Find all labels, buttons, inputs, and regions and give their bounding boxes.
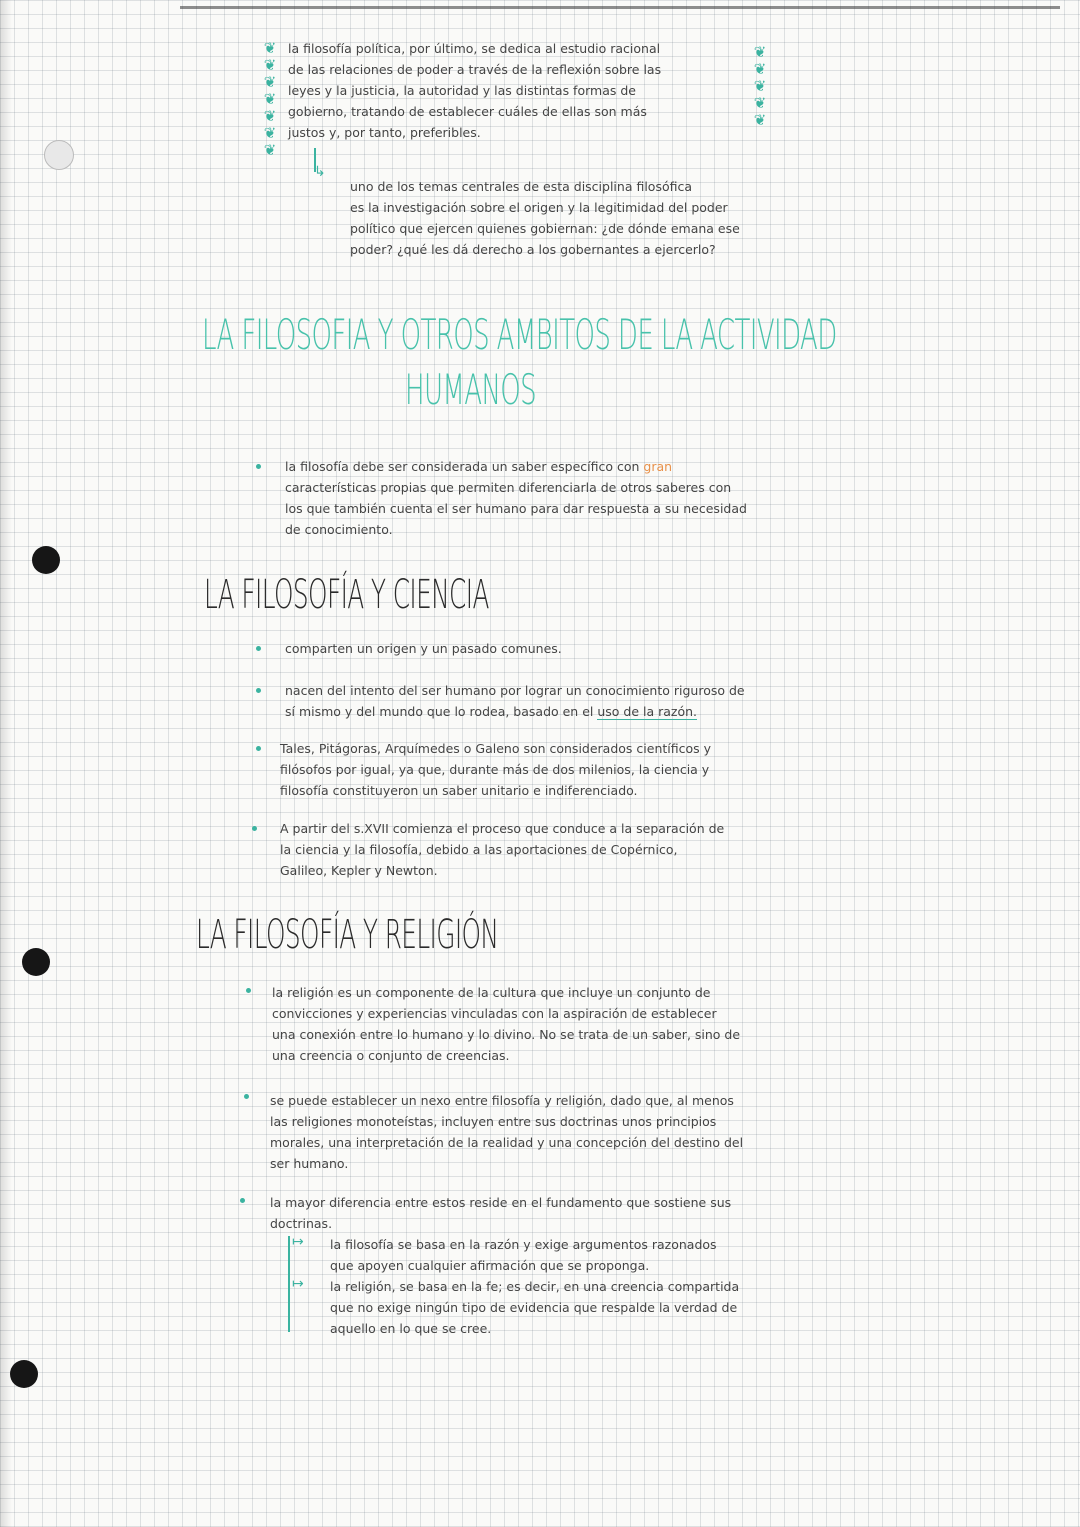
vine-decoration-left: ❦ ❦ ❦ ❦ ❦ ❦ ❦ <box>263 39 277 159</box>
text-line: Tales, Pitágoras, Arquímedes o Galeno son considerados científicos y <box>280 741 712 756</box>
text-line: político que ejercen quienes gobiernan: ¿de dónde emana ese <box>350 221 740 236</box>
text-line: una creencia o conjunto de creencias. <box>272 1048 510 1063</box>
text-line: las religiones monoteístas, incluyen entre sus doctrinas unos principios <box>270 1114 717 1129</box>
text-line: poder? ¿qué les dá derecho a los gobernantes a ejercerlo? <box>350 242 716 257</box>
vine-decoration-right: ❦ ❦ ❦ ❦ ❦ <box>753 43 767 129</box>
text-line: morales, una interpretación de la realidad y una concepción del destino del <box>270 1135 744 1150</box>
binder-hole <box>10 1360 38 1388</box>
text-line: de conocimiento. <box>285 522 393 537</box>
text-line: nacen del intento del ser humano por lograr un conocimiento riguroso de <box>285 683 745 698</box>
section-heading-religion: LA FILOSOFÍA Y RELIGIÓN <box>196 912 499 958</box>
text-line: la filosofía se basa en la razón y exige argumentos razonados <box>330 1237 717 1252</box>
underlined-phrase: uso de la razón. <box>597 704 698 719</box>
arrow-icon: ↦ <box>292 1234 304 1250</box>
bullet-icon <box>256 464 261 469</box>
sub-point-religion <box>330 1276 820 1339</box>
text-line: leyes y la justicia, la autoridad y las distintas formas de <box>288 83 636 98</box>
ciencia-bullet-2 <box>285 680 815 722</box>
text-line: que no exige ningún tipo de evidencia que respalde la verdad de <box>330 1300 738 1315</box>
text-line: filosofía constituyeron un saber unitario e indiferenciado. <box>280 783 638 798</box>
text-line: la filosofía política, por último, se dedica al estudio racional <box>288 41 661 56</box>
text-line: filósofos por igual, ya que, durante más de dos milenios, la ciencia y <box>280 762 710 777</box>
sub-point-filosofia <box>330 1234 820 1276</box>
text-line: convicciones y experiencias vinculadas con la aspiración de establecer <box>272 1006 717 1021</box>
text-line: la religión es un componente de la cultura que incluye un conjunto de <box>272 985 711 1000</box>
main-bullet-text <box>285 456 815 540</box>
bullet-icon <box>244 1094 249 1099</box>
section-heading-ciencia: LA FILOSOFÍA Y CIENCIA <box>204 572 489 618</box>
text-line: la ciencia y la filosofía, debido a las aportaciones de Copérnico, <box>280 842 678 857</box>
binder-hole <box>32 546 60 574</box>
ciencia-bullet-4 <box>280 818 820 881</box>
religion-bullet-1 <box>272 982 817 1066</box>
bullet-icon <box>256 646 261 651</box>
intro-paragraph <box>288 38 748 143</box>
arrow-icon: ↦ <box>292 1276 304 1292</box>
text-line: uno de los temas centrales de esta disciplina filosófica <box>350 179 693 194</box>
binder-hole <box>22 948 50 976</box>
text-line: sí mismo y del mundo que lo rodea, basado en el <box>285 704 598 719</box>
text-line: los que también cuenta el ser humano para dar respuesta a su necesidad <box>285 501 747 516</box>
religion-bullet-3 <box>270 1192 818 1234</box>
text-line: doctrinas. <box>270 1216 333 1231</box>
page-edge-shadow <box>0 0 12 1527</box>
text-line: la filosofía debe ser considerada un saber específico con <box>285 459 644 474</box>
text-line: aquello en lo que se cree. <box>330 1321 492 1336</box>
top-rule <box>180 6 1060 9</box>
text-line: comparten un origen y un pasado comunes. <box>285 641 562 656</box>
text-line: justos y, por tanto, preferibles. <box>288 125 481 140</box>
main-heading: LA FILOSOFIA Y OTROS AMBITOS DE LA ACTIVIDAD <box>202 310 837 359</box>
text-line: la religión, se basa en la fe; es decir, en una creencia compartida <box>330 1279 740 1294</box>
ciencia-bullet-1 <box>285 638 815 659</box>
text-line: es la investigación sobre el origen y la legitimidad del poder <box>350 200 728 215</box>
text-line: Galileo, Kepler y Newton. <box>280 863 438 878</box>
bullet-icon <box>240 1198 245 1203</box>
sub-point-connector-line <box>288 1236 290 1332</box>
binder-hole <box>44 140 74 170</box>
bullet-icon <box>252 826 257 831</box>
text-line: se puede establecer un nexo entre filosofía y religión, dado que, al menos <box>270 1093 734 1108</box>
text-line: de las relaciones de poder a través de la reflexión sobre las <box>288 62 662 77</box>
bullet-icon <box>256 688 261 693</box>
text-line: una conexión entre lo humano y lo divino. No se trata de un saber, sino de <box>272 1027 741 1042</box>
text-line: gobierno, tratando de establecer cuáles de ellas son más <box>288 104 647 119</box>
text-line: la mayor diferencia entre estos reside en el fundamento que sostiene sus <box>270 1195 732 1210</box>
highlighted-word: gran <box>643 459 673 474</box>
text-line: características propias que permiten diferenciarla de otros saberes con <box>285 480 732 495</box>
religion-bullet-2 <box>270 1090 818 1174</box>
ciencia-bullet-3 <box>280 738 820 801</box>
main-heading-line2: HUMANOS <box>405 365 537 414</box>
text-line: que apoyen cualquier afirmación que se proponga. <box>330 1258 650 1273</box>
bullet-icon <box>246 988 251 993</box>
text-line: ser humano. <box>270 1156 349 1171</box>
bullet-icon <box>256 746 261 751</box>
text-line: A partir del s.XVII comienza el proceso que conduce a la separación de <box>280 821 725 836</box>
arrow-icon: ↳ <box>314 164 326 180</box>
note-paragraph <box>350 176 830 260</box>
